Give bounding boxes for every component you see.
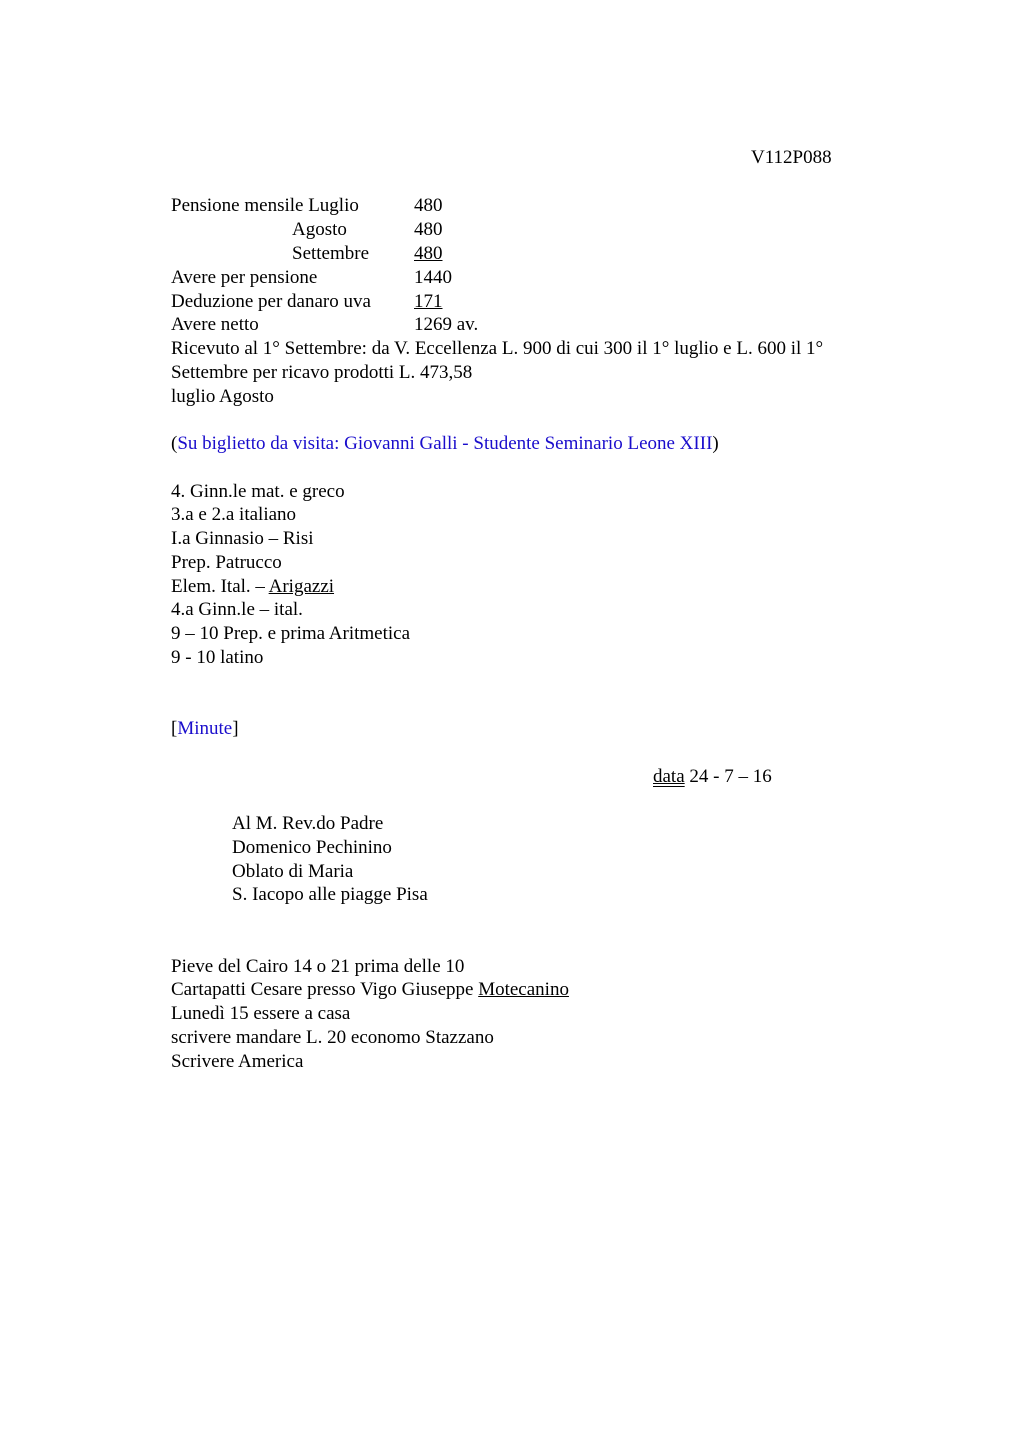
note-line-place <box>171 978 569 1002</box>
address-line: Oblato di Maria <box>232 861 354 882</box>
class-item: 3.a e 2.a italiano <box>171 504 297 525</box>
class-item: 9 - 10 latino <box>171 647 264 668</box>
note-line: scrivere mandare L. 20 economo Stazzano <box>171 1027 494 1048</box>
elem-prefix: Elem. Ital. – <box>171 576 269 597</box>
received-line-1: Ricevuto al 1° Settembre: da V. Eccellenza L. 900 di cui 300 il 1° luglio e L. 600 il 1° <box>171 338 824 359</box>
pension-value-agosto: 480 <box>414 219 443 240</box>
pension-value-net: 1269 av. <box>414 314 479 335</box>
pension-label-luglio: Pensione mensile Luglio <box>171 195 359 216</box>
pension-value-deduction: 171 <box>414 291 443 312</box>
page-code: V112P088 <box>751 147 832 168</box>
pension-value-settembre: 480 <box>414 243 443 264</box>
pension-label-agosto: Agosto <box>292 219 347 240</box>
date-line <box>653 765 772 789</box>
elem-name: Arigazzi <box>268 576 335 597</box>
visiting-card-note <box>171 432 719 456</box>
note-line: Lunedì 15 essere a casa <box>171 1003 351 1024</box>
class-item: 9 – 10 Prep. e prima Aritmetica <box>171 623 411 644</box>
visiting-card-close: ) <box>712 433 719 454</box>
received-line-2: Settembre per ricavo prodotti L. 473,58 <box>171 362 473 383</box>
minute-close: ] <box>232 718 239 739</box>
note-prefix: Cartapatti Cesare presso Vigo Giuseppe <box>171 979 479 1000</box>
class-item: 4.a Ginn.le – ital. <box>171 599 303 620</box>
class-item: I.a Ginnasio – Risi <box>171 528 314 549</box>
address-line: S. Iacopo alle piagge Pisa <box>232 884 428 905</box>
pension-label-net: Avere netto <box>171 314 259 335</box>
visiting-card-open: ( <box>171 433 178 454</box>
pension-label-total: Avere per pensione <box>171 267 318 288</box>
minute-text: Minute <box>177 718 233 739</box>
received-line-3: luglio Agosto <box>171 386 274 407</box>
address-line: Domenico Pechinino <box>232 837 392 858</box>
class-item-elem <box>171 575 334 599</box>
pension-value-luglio: 480 <box>414 195 443 216</box>
pension-value-total: 1440 <box>414 267 452 288</box>
class-item: Prep. Patrucco <box>171 552 282 573</box>
pension-label-settembre: Settembre <box>292 243 370 264</box>
minute-open: [ <box>171 718 178 739</box>
date-label: data <box>653 766 685 787</box>
note-line: Pieve del Cairo 14 o 21 prima delle 10 <box>171 956 465 977</box>
note-line: Scrivere America <box>171 1051 304 1072</box>
visiting-card-text: Su biglietto da visita: Giovanni Galli - Studente Seminario Leone XIII <box>177 433 713 454</box>
address-line: Al M. Rev.do Padre <box>232 813 384 834</box>
pension-label-deduction: Deduzione per danaro uva <box>171 291 371 312</box>
class-item: 4. Ginn.le mat. e greco <box>171 481 345 502</box>
minute-heading <box>171 717 239 741</box>
date-value: 24 - 7 – 16 <box>684 766 772 787</box>
note-place: Motecanino <box>478 979 569 1000</box>
